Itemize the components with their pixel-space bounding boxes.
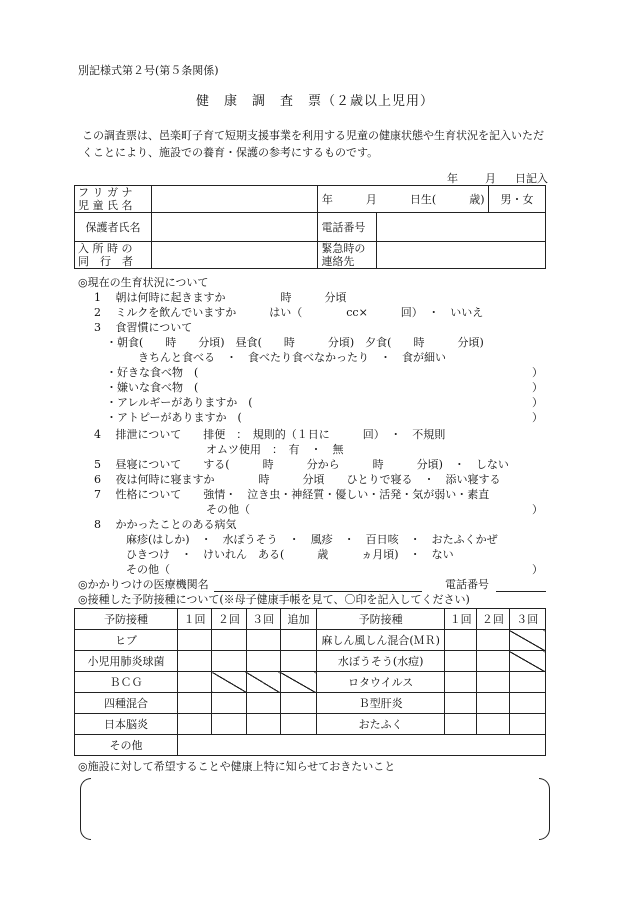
dose-cell[interactable] xyxy=(246,651,280,672)
companion-text-1: 入 所 時 の xyxy=(78,242,133,255)
date-day: 日記入 xyxy=(515,172,548,185)
vaccine-name: ＢＣＧ xyxy=(75,672,178,693)
dose-cell[interactable] xyxy=(177,714,211,735)
dose-cell[interactable] xyxy=(445,672,477,693)
request-box[interactable] xyxy=(80,778,550,838)
dose-cell[interactable] xyxy=(445,693,477,714)
growth-line: ひきつけ ・ けいれん ある( 歳 ヵ月頃) ・ ない xyxy=(126,548,454,561)
vaccine-name: ロタウイルス xyxy=(317,672,445,693)
dose-cell[interactable] xyxy=(509,714,545,735)
left-bracket xyxy=(80,778,91,840)
dose-cell[interactable] xyxy=(212,630,246,651)
vaccine-heading: ◎接種した予防接種について(※母子健康手帳を見て、〇印を記入してください) xyxy=(78,593,470,606)
dose-cell[interactable] xyxy=(445,651,477,672)
dose-cell[interactable] xyxy=(280,630,316,651)
dose-cell[interactable] xyxy=(212,693,246,714)
vaccine-name: 小児用肺炎球菌 xyxy=(75,651,178,672)
companion-label xyxy=(75,242,152,269)
dose-cell[interactable] xyxy=(177,630,211,651)
right-bracket xyxy=(539,778,550,840)
growth-line: 3 食習慣について xyxy=(94,321,193,334)
vaccine-name: 麻しん風しん混合(ＭＲ) xyxy=(317,630,445,651)
dose-cell[interactable] xyxy=(177,672,211,693)
dose-cell-na xyxy=(212,672,246,693)
dose-header: 追加 xyxy=(280,609,316,630)
growth-line: 4 排泄について 排便 ： 規則的（１日に 回） ・ 不規則 xyxy=(94,428,446,441)
dose-cell[interactable] xyxy=(212,651,246,672)
growth-line: 8 かかったことのある病気 xyxy=(94,518,237,531)
clinic-phone-line[interactable] xyxy=(496,591,546,592)
emergency-label xyxy=(318,242,377,269)
child-info-table xyxy=(74,185,546,269)
emergency-field[interactable] xyxy=(377,242,546,269)
growth-line: その他（ xyxy=(126,563,170,576)
sex-field[interactable]: 男・女 xyxy=(489,186,546,213)
clinic-label: ◎かかりつけの医療機関名 xyxy=(78,578,209,591)
dose-cell-na xyxy=(280,672,316,693)
guardian-field[interactable] xyxy=(152,213,318,242)
vaccine-name: 四種混合 xyxy=(75,693,178,714)
date-month: 月 xyxy=(485,172,496,185)
dose-cell[interactable] xyxy=(280,714,316,735)
growth-line: 5 昼寝について する( 時 分から 時 分頃) ・ しない xyxy=(94,458,509,471)
growth-line: きちんと食べる ・ 食べたり食べなかったり ・ 食が細い xyxy=(138,351,446,364)
growth-line: 2 ミルクを飲んでいますか はい（ cc× 回） ・ いいえ xyxy=(94,306,484,319)
growth-line: ・嫌いな食べ物 ( xyxy=(106,381,199,394)
close-paren: ） xyxy=(532,563,543,576)
vaccine-name: おたふく xyxy=(317,714,445,735)
close-paren: ） xyxy=(532,381,543,394)
other-vaccine-field[interactable] xyxy=(177,735,545,756)
vaccine-name: 日本脳炎 xyxy=(75,714,178,735)
growth-line: 7 性格について 強情・ 泣き虫・神経質・優しい・活発・気が弱い・素直 xyxy=(94,488,490,501)
dose-cell-na xyxy=(246,672,280,693)
dose-cell[interactable] xyxy=(509,693,545,714)
dose-cell[interactable] xyxy=(477,714,509,735)
dose-cell[interactable] xyxy=(509,672,545,693)
vaccine-col-header: 予防接種 xyxy=(75,609,178,630)
close-paren: ） xyxy=(532,396,543,409)
growth-line: 6 夜は何時に寝ますか 時 分頃 ひとりで寝る ・ 添い寝する xyxy=(94,473,501,486)
date-year: 年 xyxy=(447,172,458,185)
dose-header: ３回 xyxy=(509,609,545,630)
vaccine-name: Ｂ型肝炎 xyxy=(317,693,445,714)
clinic-phone-label: 電話番号 xyxy=(445,578,489,591)
dose-cell[interactable] xyxy=(477,651,509,672)
growth-line: ・朝食( 時 分頃) 昼食( 時 分頃) 夕食( 時 分頃) xyxy=(106,336,484,349)
growth-line: その他（ xyxy=(206,503,250,516)
emergency-text-1: 緊急時の xyxy=(321,242,366,255)
close-paren: ） xyxy=(532,503,543,516)
close-paren: ） xyxy=(532,366,543,379)
child-name-label xyxy=(75,186,152,213)
dose-cell[interactable] xyxy=(280,651,316,672)
growth-heading: ◎現在の生育状況について xyxy=(78,276,209,289)
page-title: 健 康 調 査 票（２歳以上児用） xyxy=(195,94,434,109)
child-name-text: 児 童 氏 名 xyxy=(78,199,133,212)
growth-line: ・好きな食べ物 ( xyxy=(106,366,199,379)
dose-header: ２回 xyxy=(477,609,509,630)
dose-cell[interactable] xyxy=(280,693,316,714)
dose-header: １回 xyxy=(445,609,477,630)
dose-header: １回 xyxy=(177,609,211,630)
dose-cell-na xyxy=(509,630,545,651)
vaccine-name: ヒブ xyxy=(75,630,178,651)
dose-header: ２回 xyxy=(212,609,246,630)
companion-text-2: 同 行 者 xyxy=(78,255,133,268)
birth-date-field[interactable]: 年 月 日生( 歳) xyxy=(318,186,489,213)
emergency-text-2: 連絡先 xyxy=(321,255,355,268)
dose-cell[interactable] xyxy=(246,693,280,714)
phone-field[interactable] xyxy=(377,213,546,242)
guardian-label: 保護者氏名 xyxy=(75,213,152,242)
dose-cell[interactable] xyxy=(246,630,280,651)
growth-line: 麻疹(はしか) ・ 水ぼうそう ・ 風疹 ・ 百日咳 ・ おたふくかぜ xyxy=(126,533,498,546)
growth-line: オムツ使用 ： 有 ・ 無 xyxy=(206,443,344,456)
phone-label: 電話番号 xyxy=(318,213,377,242)
clinic-name-line[interactable] xyxy=(214,591,422,592)
dose-cell[interactable] xyxy=(212,714,246,735)
child-name-field[interactable] xyxy=(152,186,318,213)
vaccine-name: 水ぼうそう(水痘) xyxy=(317,651,445,672)
vaccine-name: その他 xyxy=(75,735,178,756)
request-heading: ◎施設に対して希望することや健康上特に知らせておきたいこと xyxy=(78,760,396,773)
vaccine-col-header: 予防接種 xyxy=(317,609,445,630)
companion-field[interactable] xyxy=(152,242,318,269)
dose-cell[interactable] xyxy=(177,651,211,672)
dose-cell[interactable] xyxy=(445,714,477,735)
intro-text: この調査票は、邑楽町子育て短期支援事業を利用する児童の健康状態や生育状況を記入いただくことにより、施設での養育・保護の参考にするものです。 xyxy=(82,129,544,159)
dose-cell[interactable] xyxy=(477,693,509,714)
dose-cell-na xyxy=(509,651,545,672)
furigana-label: フ リ ガ ナ xyxy=(78,186,133,199)
dose-cell[interactable] xyxy=(477,672,509,693)
dose-cell[interactable] xyxy=(477,630,509,651)
form-reference: 別記様式第２号(第５条関係) xyxy=(78,64,219,77)
dose-cell[interactable] xyxy=(246,714,280,735)
dose-header: ３回 xyxy=(246,609,280,630)
growth-line: ・アレルギーがありますか ( xyxy=(106,396,253,409)
growth-line: 1 朝は何時に起きますか 時 分頃 xyxy=(94,291,347,304)
dose-cell[interactable] xyxy=(445,630,477,651)
dose-cell[interactable] xyxy=(177,693,211,714)
growth-line: ・アトピーがありますか ( xyxy=(106,411,242,424)
close-paren: ） xyxy=(532,411,543,424)
vaccine-table xyxy=(74,608,546,756)
